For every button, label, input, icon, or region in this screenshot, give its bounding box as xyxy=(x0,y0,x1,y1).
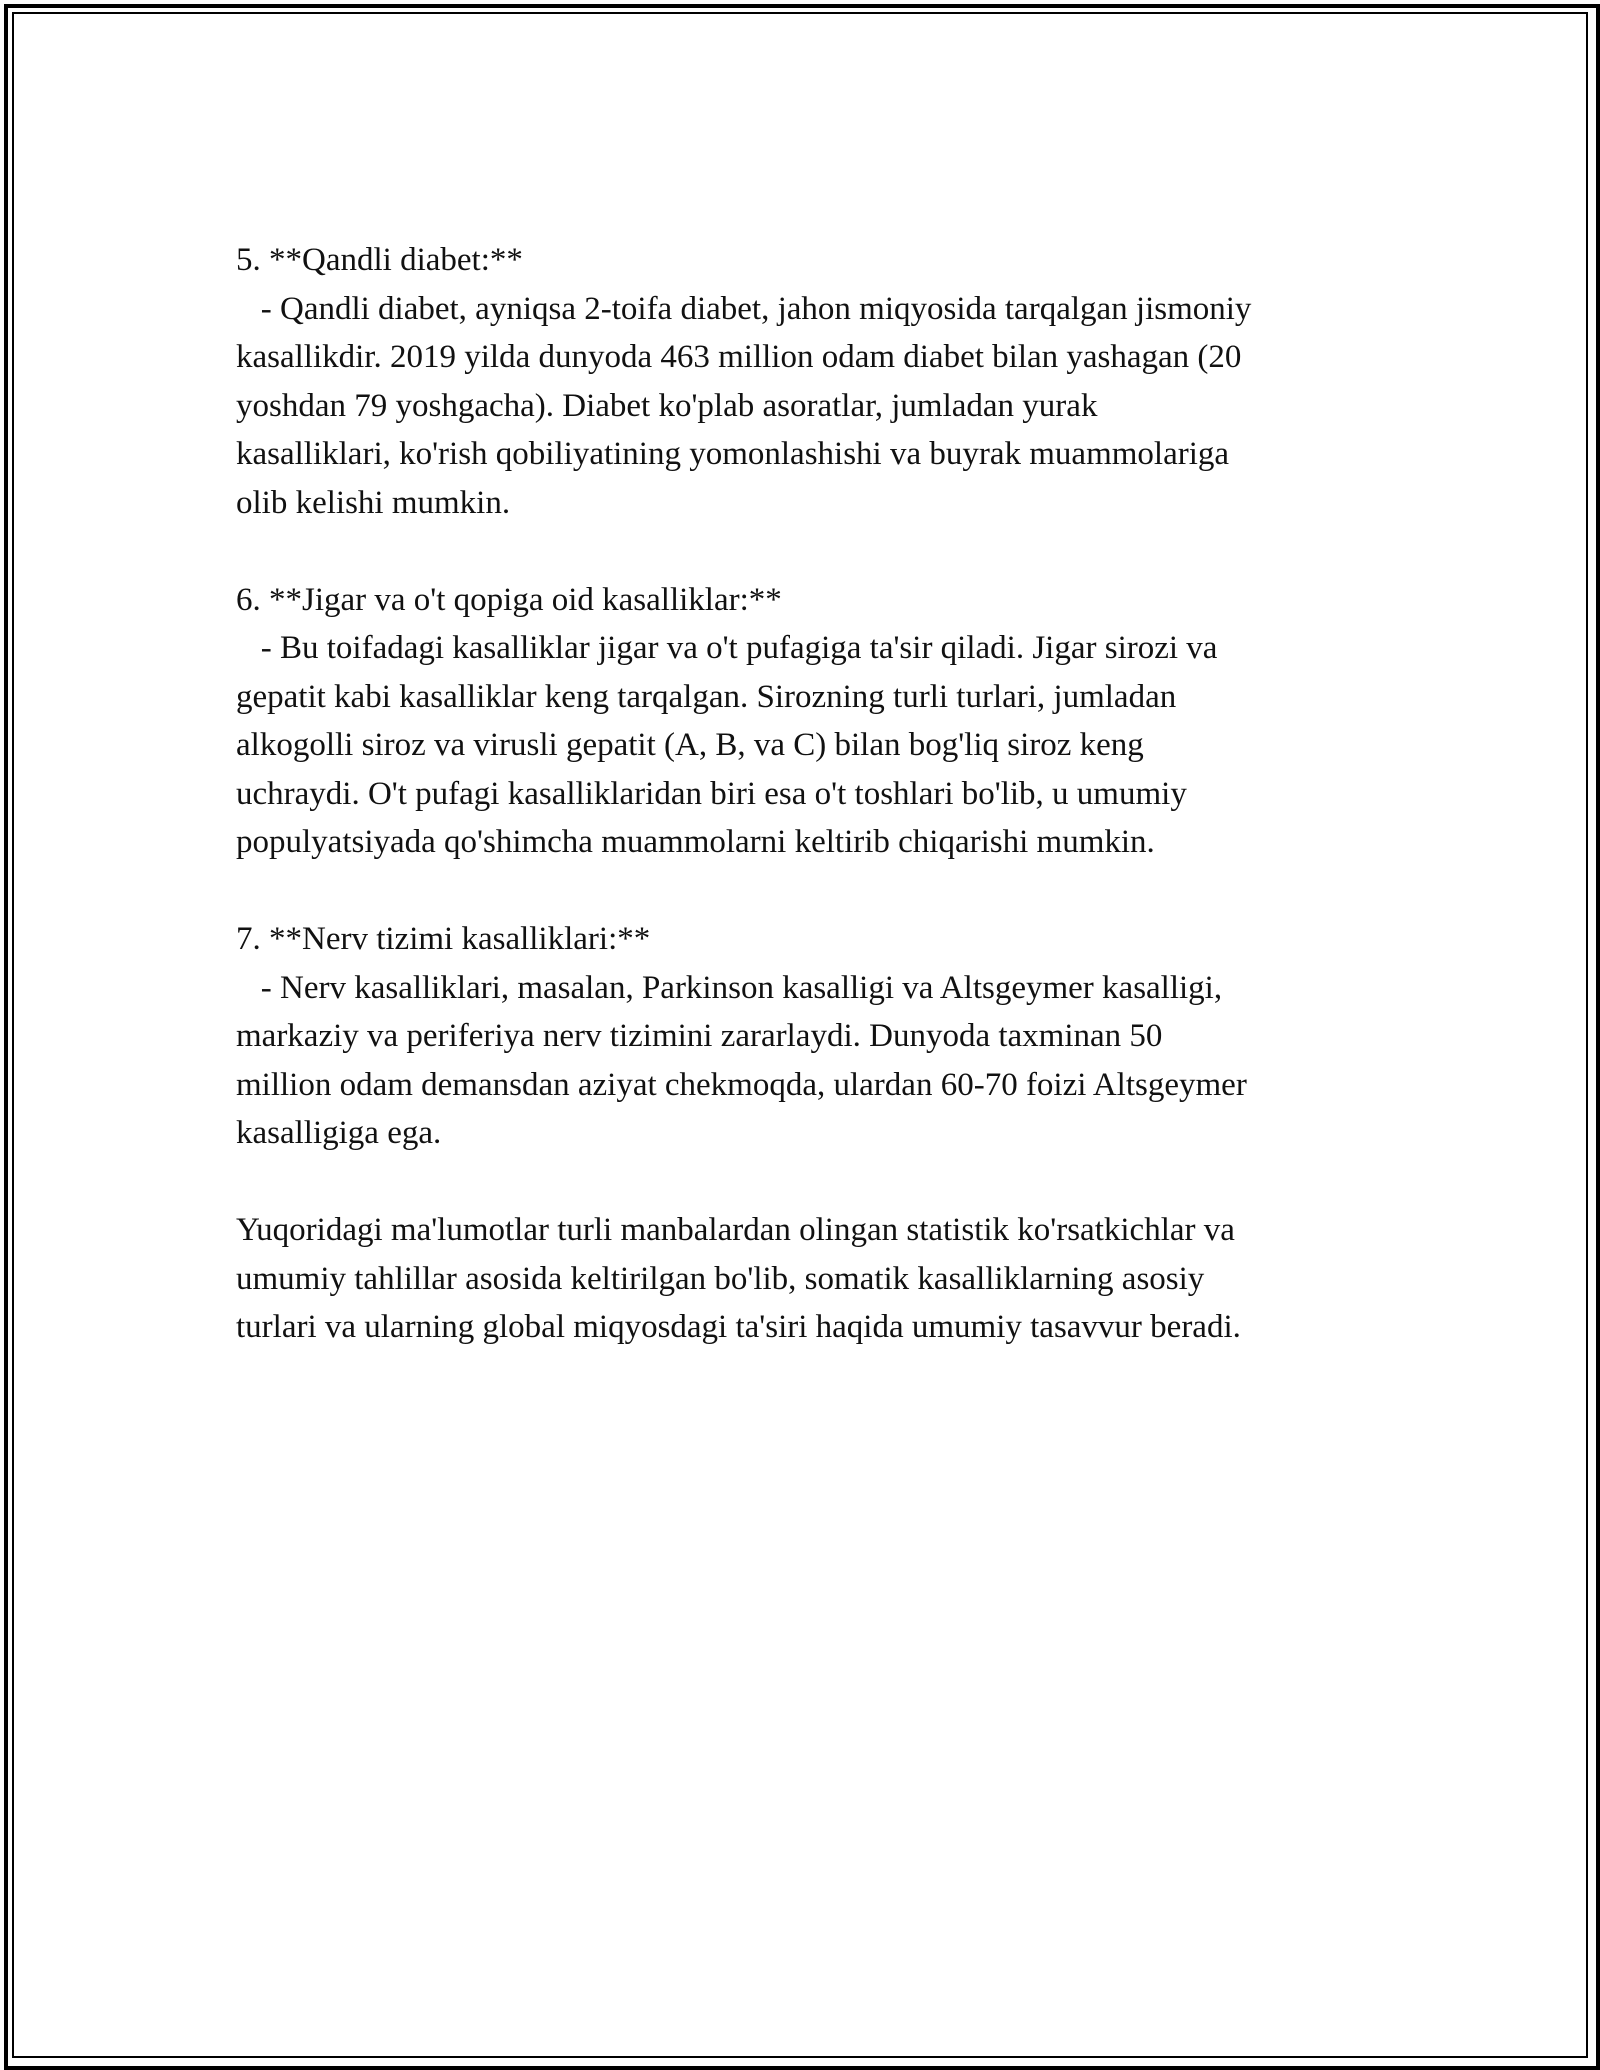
conclusion-paragraph xyxy=(236,1206,1396,1352)
text-line: olib kelishi mumkin. xyxy=(236,484,511,521)
text-line: Yuqoridagi ma'lumotlar turli manbalardan olingan statistik ko'rsatkichlar va xyxy=(236,1212,1235,1248)
text-line: markaziy va periferiya nerv tizimini zararlaydi. Dunyoda taxminan 50 xyxy=(236,1018,1163,1054)
paragraph-gap xyxy=(236,1158,1396,1207)
paragraph-gap xyxy=(236,867,1396,916)
section-heading: 7. **Nerv tizimi kasalliklari:** xyxy=(236,921,651,957)
text-line: populyatsiyada qo'shimcha muammolarni keltirib chiqarishi mumkin. xyxy=(236,824,1155,860)
section-heading: 6. **Jigar va o't qopiga oid kasalliklar:** xyxy=(236,581,782,618)
text-line: kasalligiga ega. xyxy=(236,1115,442,1151)
document-body xyxy=(236,236,1396,1352)
paragraph-gap xyxy=(236,527,1396,576)
text-line: kasalliklari, ko'rish qobiliyatining yomonlashishi va buyrak muammolariga xyxy=(236,436,1230,472)
text-line: uchraydi. O't pufagi kasalliklaridan biri esa o't toshlari bo'lib, u umumiy xyxy=(236,775,1187,812)
text-line: turlari va ularning global miqyosdagi ta'siri haqida umumiy tasavvur beradi. xyxy=(236,1309,1241,1345)
text-line: million odam demansdan aziyat chekmoqda, ulardan 60-70 foizi Altsgeymer xyxy=(236,1066,1247,1103)
section-diabetes xyxy=(236,236,1396,527)
section-nervous-system xyxy=(236,915,1396,1158)
text-line: umumiy tahlillar asosida keltirilgan bo'lib, somatik kasalliklarning asosiy xyxy=(236,1260,1205,1297)
text-line: alkogolli siroz va virusli gepatit (A, B, va C) bilan bog'liq siroz keng xyxy=(236,727,1144,763)
text-line: - Qandli diabet, ayniqsa 2-toifa diabet, jahon miqyosida tarqalgan jismoniy xyxy=(236,290,1252,327)
text-line: kasallikdir. 2019 yilda dunyoda 463 million odam diabet bilan yashagan (20 xyxy=(236,339,1242,375)
section-heading: 5. **Qandli diabet:** xyxy=(236,242,523,278)
text-line: gepatit kabi kasalliklar keng tarqalgan. Sirozning turli turlari, jumladan xyxy=(236,678,1177,715)
text-line: - Nerv kasalliklari, masalan, Parkinson kasalligi va Altsgeymer kasalligi, xyxy=(236,969,1223,1006)
text-line: yoshdan 79 yoshgacha). Diabet ko'plab asoratlar, jumladan yurak xyxy=(236,387,1098,424)
text-line: - Bu toifadagi kasalliklar jigar va o't pufagiga ta'sir qiladi. Jigar sirozi va xyxy=(236,630,1218,666)
section-liver-gallbladder xyxy=(236,576,1396,867)
